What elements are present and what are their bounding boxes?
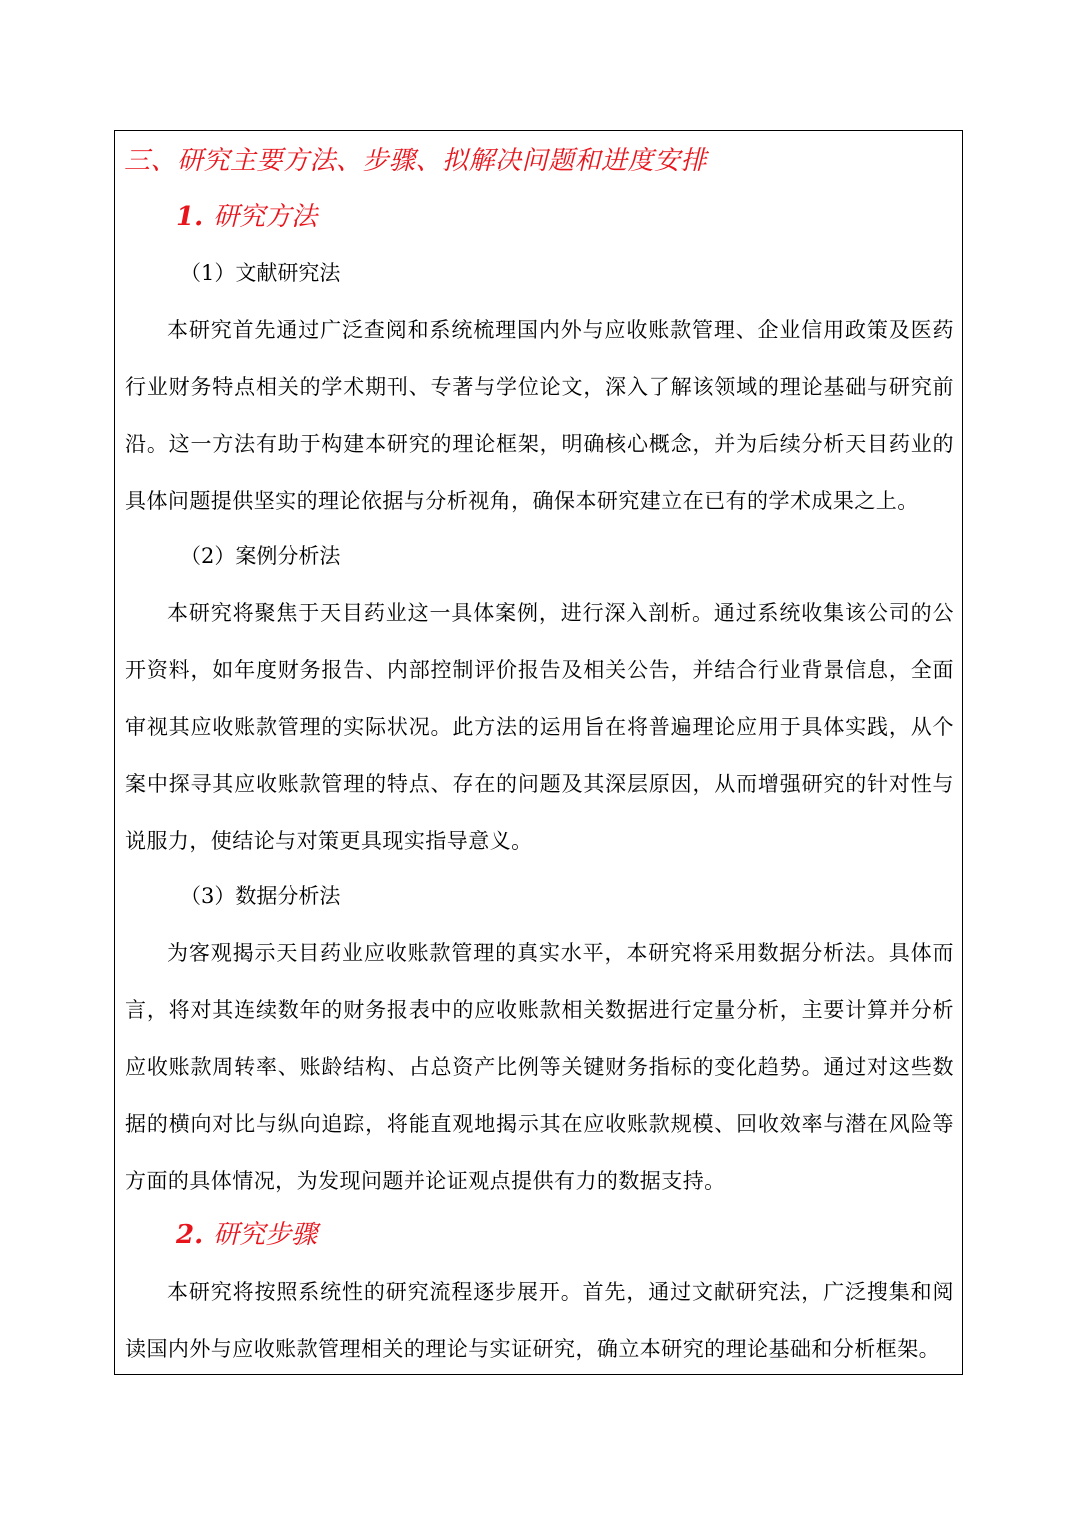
research-methods-number: 1. — [176, 202, 204, 232]
method-paragraph-case-study: 本研究将聚焦于天目药业这一具体案例，进行深入剖析。通过系统收集该公司的公开资料，如年度财务报告、内部控制评价报告及相关公告，并结合行业背景信息，全面审视其应收账款管理的实际状况。此方法的运用旨在将普遍理论应用于具体实践，从个案中探寻其应收账款管理的特点、存在的问题及其深层原因，从而增强研究的针对性与说服力，使结论与对策更具现实指导意义。 — [125, 601, 954, 853]
method-title-literature: （1）文献研究法 — [180, 261, 341, 285]
research-steps-heading — [176, 1215, 317, 1255]
method-title-case-study: （2）案例分析法 — [180, 544, 341, 568]
research-steps-paragraph: 本研究将按照系统性的研究流程逐步展开。首先，通过文献研究法，广泛搜集和阅读国内外与应收账款管理相关的理论与实证研究，确立本研究的理论基础和分析框架。 — [125, 1280, 954, 1361]
method-title-data-analysis: （3）数据分析法 — [180, 884, 341, 908]
method-paragraph-data-analysis: 为客观揭示天目药业应收账款管理的真实水平，本研究将采用数据分析法。具体而言，将对其连续数年的财务报表中的应收账款相关数据进行定量分析，主要计算并分析应收账款周转率、账龄结构、占总资产比例等关键财务指标的变化趋势。通过对这些数据的横向对比与纵向追踪，将能直观地揭示其在应收账款规模、回收效率与潜在风险等方面的具体情况，为发现问题并论证观点提供有力的数据支持。 — [125, 941, 954, 1193]
research-steps-label: 研究步骤 — [213, 1220, 318, 1250]
research-steps-number: 2. — [176, 1220, 204, 1250]
section-title: 三、研究主要方法、步骤、拟解决问题和进度安排 — [124, 146, 708, 176]
method-paragraph-literature: 本研究首先通过广泛查阅和系统梳理国内外与应收账款管理、企业信用政策及医药行业财务特点相关的学术期刊、专著与学位论文，深入了解该领域的理论基础与研究前沿。这一方法有助于构建本研究的理论框架，明确核心概念，并为后续分析天目药业的具体问题提供坚实的理论依据与分析视角，确保本研究建立在已有的学术成果之上。 — [125, 318, 954, 513]
research-methods-heading — [176, 197, 317, 237]
research-methods-label: 研究方法 — [213, 202, 318, 232]
